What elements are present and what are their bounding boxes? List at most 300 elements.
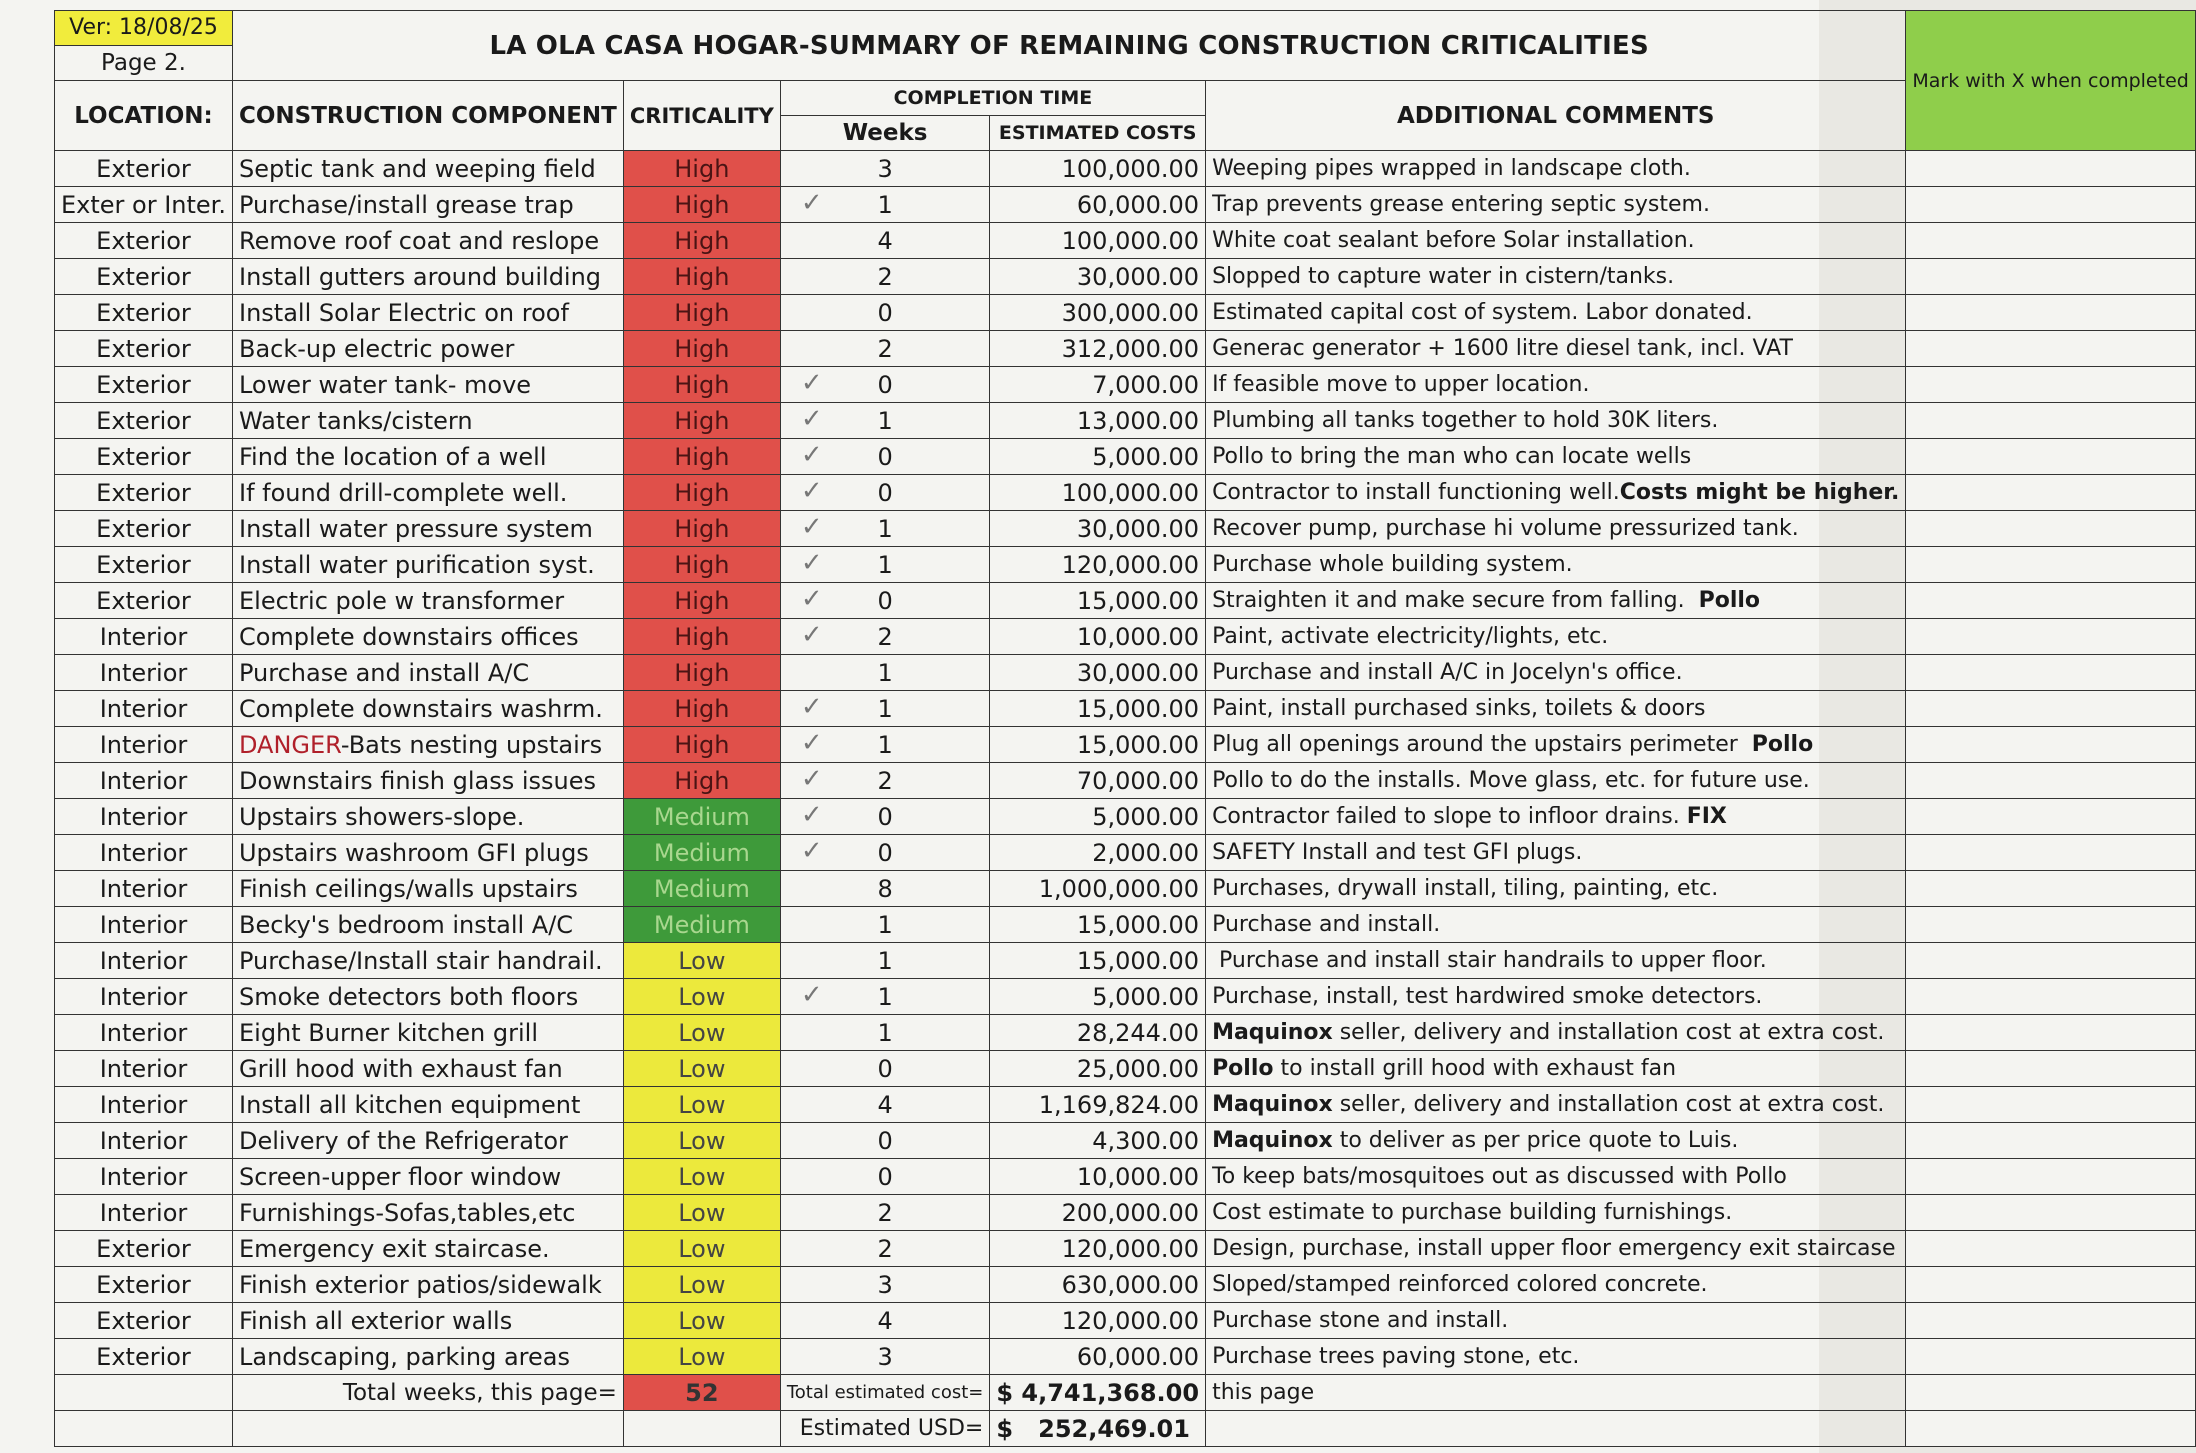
comment-bold-prefix: Pollo bbox=[1212, 1055, 1274, 1081]
weeks-cell bbox=[780, 1159, 990, 1195]
table-row bbox=[55, 799, 2196, 835]
component-cell bbox=[232, 547, 623, 583]
component-text: Install Solar Electric on roof bbox=[238, 298, 569, 327]
weeks-cell bbox=[780, 907, 990, 943]
mark-cell[interactable] bbox=[1906, 1123, 2195, 1159]
weeks-value: 1 bbox=[877, 406, 893, 435]
comment-bold-prefix: Maquinox bbox=[1212, 1091, 1333, 1117]
mark-cell[interactable] bbox=[1906, 835, 2195, 871]
comment-cell bbox=[1206, 223, 1906, 259]
component-text: Electric pole w transformer bbox=[238, 586, 565, 615]
table-row bbox=[55, 1015, 2196, 1051]
comment-cell bbox=[1206, 691, 1906, 727]
comment-text: Sloped/stamped reinforced colored concrete. bbox=[1212, 1271, 1708, 1297]
table-row bbox=[55, 1087, 2196, 1123]
col-comments-header: ADDITIONAL COMMENTS bbox=[1206, 81, 1906, 151]
component-cell bbox=[232, 1195, 623, 1231]
location-cell: Interior bbox=[55, 619, 233, 655]
component-cell bbox=[232, 763, 623, 799]
weeks-cell bbox=[780, 979, 990, 1015]
mark-cell[interactable] bbox=[1906, 763, 2195, 799]
component-text: Becky's bedroom install A/C bbox=[238, 910, 574, 939]
component-text: Downstairs finish glass issues bbox=[238, 766, 597, 795]
table-row bbox=[55, 439, 2196, 475]
comment-text: Contractor to install functioning well. bbox=[1212, 479, 1620, 505]
criticality-badge: High bbox=[623, 295, 780, 331]
table-row bbox=[55, 151, 2196, 187]
table-row bbox=[55, 547, 2196, 583]
mark-cell[interactable] bbox=[1906, 223, 2195, 259]
component-text: Water tanks/cistern bbox=[238, 406, 473, 435]
table-row bbox=[55, 475, 2196, 511]
comment-cell bbox=[1206, 835, 1906, 871]
usd-label: Estimated USD= bbox=[780, 1411, 990, 1447]
location-cell: Interior bbox=[55, 979, 233, 1015]
weeks-value: 2 bbox=[877, 334, 893, 363]
mark-cell[interactable] bbox=[1906, 1231, 2195, 1267]
weeks-value: 1 bbox=[877, 190, 893, 219]
comment-text: Purchase and install A/C in Jocelyn's office. bbox=[1212, 659, 1683, 685]
weeks-cell bbox=[780, 511, 990, 547]
component-text: Upstairs washroom GFI plugs bbox=[238, 838, 589, 867]
criticality-badge: Low bbox=[623, 1339, 780, 1375]
comment-text: seller, delivery and installation cost at extra cost. bbox=[1332, 1091, 1885, 1117]
mark-cell[interactable] bbox=[1906, 1159, 2195, 1195]
component-text: Furnishings-Sofas,tables,etc bbox=[238, 1198, 576, 1227]
component-text: Finish exterior patios/sidewalk bbox=[238, 1270, 602, 1299]
cost-cell: 100,000.00 bbox=[990, 475, 1206, 511]
comment-text: Pollo to do the installs. Move glass, etc. for future use. bbox=[1212, 767, 1810, 793]
weeks-cell bbox=[780, 691, 990, 727]
weeks-cell bbox=[780, 1051, 990, 1087]
cost-cell: 1,000,000.00 bbox=[990, 871, 1206, 907]
component-text: Finish all exterior walls bbox=[238, 1306, 513, 1335]
comment-text: Purchase, install, test hardwired smoke detectors. bbox=[1212, 983, 1763, 1009]
weeks-value: 0 bbox=[877, 1162, 893, 1191]
mark-cell[interactable] bbox=[1906, 187, 2195, 223]
table-row bbox=[55, 1051, 2196, 1087]
cost-cell: 2,000.00 bbox=[990, 835, 1206, 871]
checkmark-icon: ✓ bbox=[800, 800, 823, 830]
location-cell: Interior bbox=[55, 871, 233, 907]
weeks-value: 1 bbox=[877, 730, 893, 759]
mark-cell[interactable] bbox=[1906, 943, 2195, 979]
mark-cell[interactable] bbox=[1906, 979, 2195, 1015]
weeks-cell bbox=[780, 871, 990, 907]
component-rest: -Bats nesting upstairs bbox=[340, 730, 603, 759]
criticality-badge: High bbox=[623, 511, 780, 547]
component-cell bbox=[232, 259, 623, 295]
cost-cell: 15,000.00 bbox=[990, 907, 1206, 943]
checkmark-icon: ✓ bbox=[800, 188, 823, 218]
comment-text: White coat sealant before Solar installation. bbox=[1212, 227, 1695, 253]
weeks-cell bbox=[780, 187, 990, 223]
component-text: Remove roof coat and reslope bbox=[238, 226, 600, 255]
comment-cell bbox=[1206, 799, 1906, 835]
table-row bbox=[55, 1231, 2196, 1267]
criticality-badge: High bbox=[623, 223, 780, 259]
mark-cell[interactable] bbox=[1906, 295, 2195, 331]
table-row bbox=[55, 583, 2196, 619]
component-text: Purchase/install grease trap bbox=[238, 190, 574, 219]
location-cell: Exterior bbox=[55, 1267, 233, 1303]
weeks-cell bbox=[780, 763, 990, 799]
weeks-value: 0 bbox=[877, 298, 893, 327]
comment-bold-suffix: Pollo bbox=[1751, 731, 1814, 757]
weeks-cell bbox=[780, 1231, 990, 1267]
mark-cell[interactable] bbox=[1906, 1051, 2195, 1087]
mark-cell[interactable] bbox=[1906, 1303, 2195, 1339]
component-text: Septic tank and weeping field bbox=[238, 154, 596, 183]
component-text: Purchase and install A/C bbox=[238, 658, 530, 687]
comment-cell bbox=[1206, 1195, 1906, 1231]
mark-cell[interactable] bbox=[1906, 547, 2195, 583]
weeks-value: 0 bbox=[877, 838, 893, 867]
cost-cell: 630,000.00 bbox=[990, 1267, 1206, 1303]
comment-cell bbox=[1206, 403, 1906, 439]
location-cell: Exterior bbox=[55, 475, 233, 511]
mark-cell[interactable] bbox=[1906, 907, 2195, 943]
location-cell: Exterior bbox=[55, 331, 233, 367]
table-row bbox=[55, 691, 2196, 727]
table-body bbox=[55, 151, 2196, 1375]
location-cell: Interior bbox=[55, 1087, 233, 1123]
cost-cell: 120,000.00 bbox=[990, 547, 1206, 583]
location-cell: Exterior bbox=[55, 547, 233, 583]
cost-cell: 15,000.00 bbox=[990, 691, 1206, 727]
weeks-value: 0 bbox=[877, 478, 893, 507]
component-text: Delivery of the Refrigerator bbox=[238, 1126, 568, 1155]
component-cell bbox=[232, 619, 623, 655]
weeks-value: 1 bbox=[877, 550, 893, 579]
mark-cell[interactable] bbox=[1906, 367, 2195, 403]
mark-cell[interactable] bbox=[1906, 1267, 2195, 1303]
component-cell bbox=[232, 223, 623, 259]
weeks-value: 2 bbox=[877, 1198, 893, 1227]
checkmark-icon: ✓ bbox=[800, 836, 823, 866]
comment-text: Cost estimate to purchase building furnishings. bbox=[1212, 1199, 1733, 1225]
mark-cell[interactable] bbox=[1906, 871, 2195, 907]
version-label: Ver: 18/08/25 bbox=[55, 11, 233, 46]
cost-cell: 120,000.00 bbox=[990, 1303, 1206, 1339]
mark-cell[interactable] bbox=[1906, 259, 2195, 295]
usd-blank bbox=[55, 1411, 233, 1447]
component-cell bbox=[232, 295, 623, 331]
table-row bbox=[55, 511, 2196, 547]
criticality-badge: High bbox=[623, 727, 780, 763]
comment-text: Plug all openings around the upstairs perimeter bbox=[1212, 731, 1752, 757]
criticality-badge: High bbox=[623, 691, 780, 727]
comment-cell bbox=[1206, 1267, 1906, 1303]
location-cell: Interior bbox=[55, 907, 233, 943]
criticality-table bbox=[54, 10, 2196, 1447]
table-row bbox=[55, 1339, 2196, 1375]
comment-bold-suffix: Pollo bbox=[1698, 587, 1761, 613]
comment-text: Purchase stone and install. bbox=[1212, 1307, 1509, 1333]
cost-cell: 30,000.00 bbox=[990, 655, 1206, 691]
component-cell bbox=[232, 871, 623, 907]
location-cell: Interior bbox=[55, 1015, 233, 1051]
component-cell bbox=[232, 1123, 623, 1159]
mark-cell[interactable] bbox=[1906, 331, 2195, 367]
usd-value: $ 252,469.01 bbox=[990, 1411, 1206, 1447]
table-row bbox=[55, 907, 2196, 943]
location-cell: Interior bbox=[55, 1051, 233, 1087]
location-cell: Exterior bbox=[55, 1231, 233, 1267]
cost-cell: 30,000.00 bbox=[990, 511, 1206, 547]
weeks-value: 3 bbox=[877, 154, 893, 183]
comment-cell bbox=[1206, 727, 1906, 763]
weeks-cell bbox=[780, 331, 990, 367]
criticality-badge: Low bbox=[623, 1087, 780, 1123]
checkmark-icon: ✓ bbox=[800, 548, 823, 578]
table-row bbox=[55, 1159, 2196, 1195]
component-text: Complete downstairs offices bbox=[238, 622, 579, 651]
weeks-cell bbox=[780, 367, 990, 403]
comment-text: to deliver as per price quote to Luis. bbox=[1332, 1127, 1739, 1153]
mark-cell[interactable] bbox=[1906, 619, 2195, 655]
weeks-value: 0 bbox=[877, 370, 893, 399]
mark-cell[interactable] bbox=[1906, 1375, 2195, 1411]
mark-cell[interactable] bbox=[1906, 403, 2195, 439]
criticality-badge: Low bbox=[623, 1303, 780, 1339]
component-text: Grill hood with exhaust fan bbox=[238, 1054, 563, 1083]
table-row bbox=[55, 619, 2196, 655]
location-cell: Exterior bbox=[55, 1303, 233, 1339]
criticality-badge: High bbox=[623, 547, 780, 583]
component-text: Finish ceilings/walls upstairs bbox=[238, 874, 578, 903]
component-cell bbox=[232, 799, 623, 835]
component-text: Upstairs showers-slope. bbox=[238, 802, 525, 831]
mark-cell[interactable] bbox=[1906, 583, 2195, 619]
usd-blank bbox=[623, 1411, 780, 1447]
comment-text: Estimated capital cost of system. Labor donated. bbox=[1212, 299, 1753, 325]
weeks-value: 2 bbox=[877, 1234, 893, 1263]
component-text: Find the location of a well bbox=[238, 442, 547, 471]
usd-blank bbox=[232, 1411, 623, 1447]
cost-cell: 60,000.00 bbox=[990, 1339, 1206, 1375]
component-cell bbox=[232, 1303, 623, 1339]
mark-cell[interactable] bbox=[1906, 511, 2195, 547]
mark-cell[interactable] bbox=[1906, 1087, 2195, 1123]
table-row bbox=[55, 871, 2196, 907]
weeks-cell bbox=[780, 403, 990, 439]
criticality-badge: Low bbox=[623, 943, 780, 979]
comment-cell bbox=[1206, 619, 1906, 655]
comment-text: Contractor failed to slope to infloor drains. bbox=[1212, 803, 1687, 829]
weeks-value: 4 bbox=[877, 226, 893, 255]
checkmark-icon: ✓ bbox=[800, 440, 823, 470]
table-row bbox=[55, 655, 2196, 691]
comment-text: Recover pump, purchase hi volume pressurized tank. bbox=[1212, 515, 1799, 541]
table-row bbox=[55, 1195, 2196, 1231]
criticality-badge: Low bbox=[623, 1123, 780, 1159]
weeks-value: 0 bbox=[877, 802, 893, 831]
mark-cell[interactable] bbox=[1906, 1195, 2195, 1231]
checkmark-icon: ✓ bbox=[800, 980, 823, 1010]
weeks-cell bbox=[780, 1267, 990, 1303]
col-weeks-header: Weeks bbox=[780, 116, 990, 151]
cost-cell: 10,000.00 bbox=[990, 619, 1206, 655]
comment-bold-prefix: Maquinox bbox=[1212, 1127, 1333, 1153]
criticality-badge: Low bbox=[623, 1051, 780, 1087]
criticality-badge: Medium bbox=[623, 799, 780, 835]
component-cell bbox=[232, 475, 623, 511]
col-costs-header: ESTIMATED COSTS bbox=[990, 116, 1206, 151]
cost-cell: 4,300.00 bbox=[990, 1123, 1206, 1159]
comment-cell bbox=[1206, 655, 1906, 691]
comment-cell bbox=[1206, 1015, 1906, 1051]
col-component-header: CONSTRUCTION COMPONENT bbox=[232, 81, 623, 151]
page-title: LA OLA CASA HOGAR-SUMMARY OF REMAINING CONSTRUCTION CRITICALITIES bbox=[232, 11, 1905, 81]
component-cell bbox=[232, 1087, 623, 1123]
weeks-value: 3 bbox=[877, 1342, 893, 1371]
weeks-value: 1 bbox=[877, 910, 893, 939]
table-row bbox=[55, 727, 2196, 763]
cost-cell: 5,000.00 bbox=[990, 799, 1206, 835]
table-row bbox=[55, 943, 2196, 979]
component-text: Eight Burner kitchen grill bbox=[238, 1018, 538, 1047]
comment-text: Purchases, drywall install, tiling, painting, etc. bbox=[1212, 875, 1719, 901]
checkmark-icon: ✓ bbox=[800, 692, 823, 722]
weeks-cell bbox=[780, 1195, 990, 1231]
component-text: Landscaping, parking areas bbox=[238, 1342, 570, 1371]
component-text: Back-up electric power bbox=[238, 334, 515, 363]
checkmark-icon: ✓ bbox=[800, 404, 823, 434]
component-cell bbox=[232, 1231, 623, 1267]
mark-cell[interactable] bbox=[1906, 655, 2195, 691]
table-row bbox=[55, 295, 2196, 331]
weeks-cell bbox=[780, 259, 990, 295]
component-text: Lower water tank- move bbox=[238, 370, 532, 399]
cost-cell: 30,000.00 bbox=[990, 259, 1206, 295]
comment-text: to install grill hood with exhaust fan bbox=[1273, 1055, 1677, 1081]
mark-cell[interactable] bbox=[1906, 1411, 2195, 1447]
comment-bold-suffix: FIX bbox=[1686, 803, 1727, 829]
component-cell bbox=[232, 367, 623, 403]
comment-cell bbox=[1206, 1159, 1906, 1195]
cost-cell: 1,169,824.00 bbox=[990, 1087, 1206, 1123]
weeks-cell bbox=[780, 1015, 990, 1051]
location-cell: Interior bbox=[55, 655, 233, 691]
criticality-badge: Low bbox=[623, 1231, 780, 1267]
weeks-value: 8 bbox=[877, 874, 893, 903]
component-cell bbox=[232, 583, 623, 619]
comment-text: Purchase and install. bbox=[1212, 911, 1441, 937]
mark-cell[interactable] bbox=[1906, 151, 2195, 187]
component-text: Emergency exit staircase. bbox=[238, 1234, 550, 1263]
comment-cell bbox=[1206, 295, 1906, 331]
location-cell: Exterior bbox=[55, 511, 233, 547]
mark-cell[interactable] bbox=[1906, 475, 2195, 511]
comment-cell bbox=[1206, 1051, 1906, 1087]
checkmark-icon: ✓ bbox=[800, 728, 823, 758]
col-criticality-header: CRITICALITY bbox=[623, 81, 780, 151]
comment-cell bbox=[1206, 187, 1906, 223]
criticality-badge: High bbox=[623, 619, 780, 655]
mark-cell[interactable] bbox=[1906, 439, 2195, 475]
component-cell bbox=[232, 439, 623, 475]
mark-cell[interactable] bbox=[1906, 799, 2195, 835]
component-cell bbox=[232, 403, 623, 439]
total-cost-value: $ 4,741,368.00 bbox=[990, 1375, 1206, 1411]
cost-cell: 300,000.00 bbox=[990, 295, 1206, 331]
checkmark-icon: ✓ bbox=[800, 584, 823, 614]
location-cell: Interior bbox=[55, 763, 233, 799]
comment-cell bbox=[1206, 1339, 1906, 1375]
cost-cell: 25,000.00 bbox=[990, 1051, 1206, 1087]
criticality-badge: High bbox=[623, 583, 780, 619]
location-cell: Interior bbox=[55, 727, 233, 763]
location-cell: Exterior bbox=[55, 367, 233, 403]
weeks-value: 1 bbox=[877, 1018, 893, 1047]
comment-text: Pollo to bring the man who can locate wells bbox=[1212, 443, 1692, 469]
total-weeks-label: Total weeks, this page= bbox=[232, 1375, 623, 1411]
weeks-cell bbox=[780, 439, 990, 475]
comment-cell bbox=[1206, 475, 1906, 511]
cost-cell: 5,000.00 bbox=[990, 979, 1206, 1015]
weeks-cell bbox=[780, 151, 990, 187]
mark-cell[interactable] bbox=[1906, 1015, 2195, 1051]
mark-cell[interactable] bbox=[1906, 727, 2195, 763]
location-cell: Exterior bbox=[55, 151, 233, 187]
criticality-badge: Medium bbox=[623, 871, 780, 907]
criticality-badge: Medium bbox=[623, 907, 780, 943]
weeks-cell bbox=[780, 1303, 990, 1339]
weeks-cell bbox=[780, 727, 990, 763]
component-cell bbox=[232, 1267, 623, 1303]
criticality-badge: High bbox=[623, 331, 780, 367]
cost-cell: 60,000.00 bbox=[990, 187, 1206, 223]
location-cell: Exterior bbox=[55, 583, 233, 619]
cost-cell: 5,000.00 bbox=[990, 439, 1206, 475]
location-cell: Exter or Inter. bbox=[55, 187, 233, 223]
comment-cell bbox=[1206, 547, 1906, 583]
weeks-cell bbox=[780, 295, 990, 331]
comment-text: Generac generator + 1600 litre diesel tank, incl. VAT bbox=[1212, 335, 1793, 361]
weeks-cell bbox=[780, 223, 990, 259]
component-cell bbox=[232, 1339, 623, 1375]
total-weeks-value: 52 bbox=[623, 1375, 780, 1411]
comment-cell bbox=[1206, 943, 1906, 979]
weeks-cell bbox=[780, 943, 990, 979]
cost-cell: 28,244.00 bbox=[990, 1015, 1206, 1051]
cost-cell: 100,000.00 bbox=[990, 151, 1206, 187]
weeks-cell bbox=[780, 655, 990, 691]
criticality-badge: High bbox=[623, 763, 780, 799]
table-row bbox=[55, 403, 2196, 439]
component-cell bbox=[232, 1159, 623, 1195]
cost-cell: 70,000.00 bbox=[990, 763, 1206, 799]
criticality-badge: Medium bbox=[623, 835, 780, 871]
location-cell: Exterior bbox=[55, 1339, 233, 1375]
location-cell: Exterior bbox=[55, 295, 233, 331]
weeks-cell bbox=[780, 619, 990, 655]
table-row bbox=[55, 1267, 2196, 1303]
table-row bbox=[55, 367, 2196, 403]
mark-cell[interactable] bbox=[1906, 691, 2195, 727]
comment-cell bbox=[1206, 1231, 1906, 1267]
cost-cell: 15,000.00 bbox=[990, 943, 1206, 979]
checkmark-icon: ✓ bbox=[800, 512, 823, 542]
weeks-value: 1 bbox=[877, 694, 893, 723]
comment-text: If feasible move to upper location. bbox=[1212, 371, 1590, 397]
comment-text: Design, purchase, install upper floor emergency exit staircase bbox=[1212, 1235, 1896, 1261]
comment-bold-prefix: Maquinox bbox=[1212, 1019, 1333, 1045]
mark-cell[interactable] bbox=[1906, 1339, 2195, 1375]
comment-text: Purchase whole building system. bbox=[1212, 551, 1573, 577]
component-cell bbox=[232, 835, 623, 871]
